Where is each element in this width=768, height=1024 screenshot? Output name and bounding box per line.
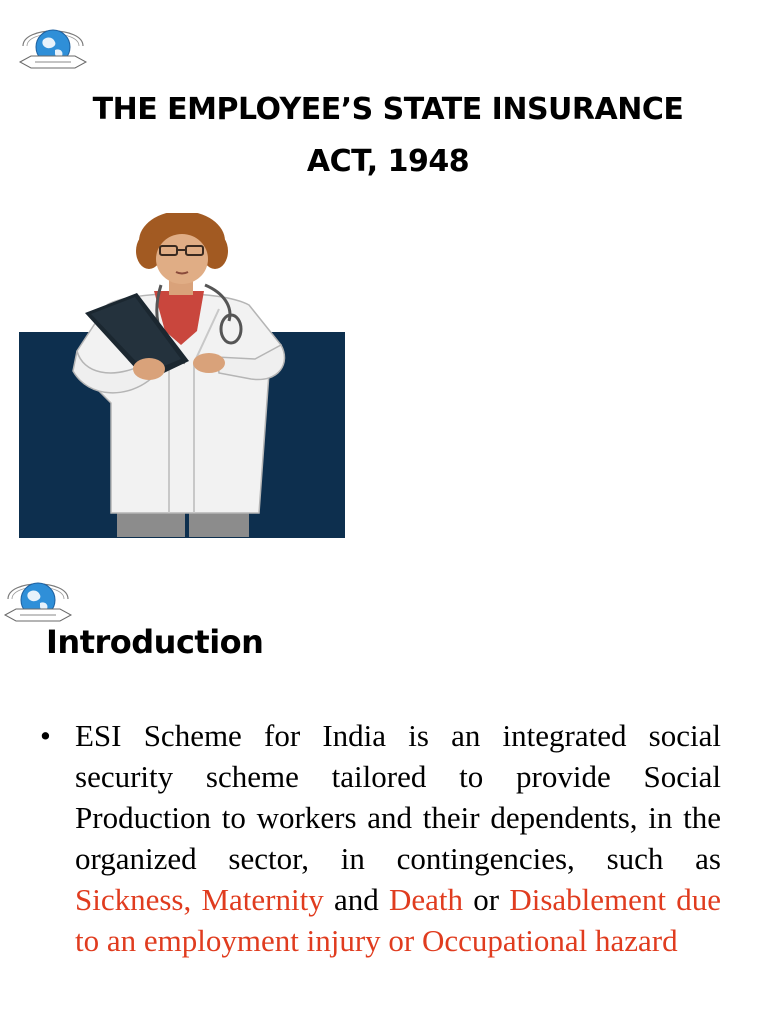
bullet-text-1: ESI Scheme for India is an integrated social security scheme tailored to provide Social Production to workers and their dependents, in the organized sector, in contingencies, such as <box>75 718 721 876</box>
highlight-sickness-maternity: Sickness, Maternity <box>75 882 324 917</box>
highlight-disablement: Disablement due to an employment injury or Occupational hazard <box>75 882 721 958</box>
bullet-item <box>40 715 721 961</box>
highlight-death: Death <box>388 882 463 917</box>
bullet-dot: • <box>40 718 51 753</box>
title-line-2: ACT, 1948 <box>306 144 470 179</box>
globe-emblem-icon <box>2 569 74 627</box>
slide-title <box>30 84 746 188</box>
globe-emblem-icon <box>17 16 89 74</box>
introduction-slide <box>0 565 768 1024</box>
bullet-text-3: or <box>463 882 510 917</box>
bullet-list <box>40 715 721 961</box>
section-heading: Introduction <box>46 623 264 661</box>
doctor-clipart-icon <box>19 213 349 539</box>
bullet-text-2: and <box>323 882 389 917</box>
title-line-1: THE EMPLOYEE’S STATE INSURANCE <box>92 92 684 127</box>
